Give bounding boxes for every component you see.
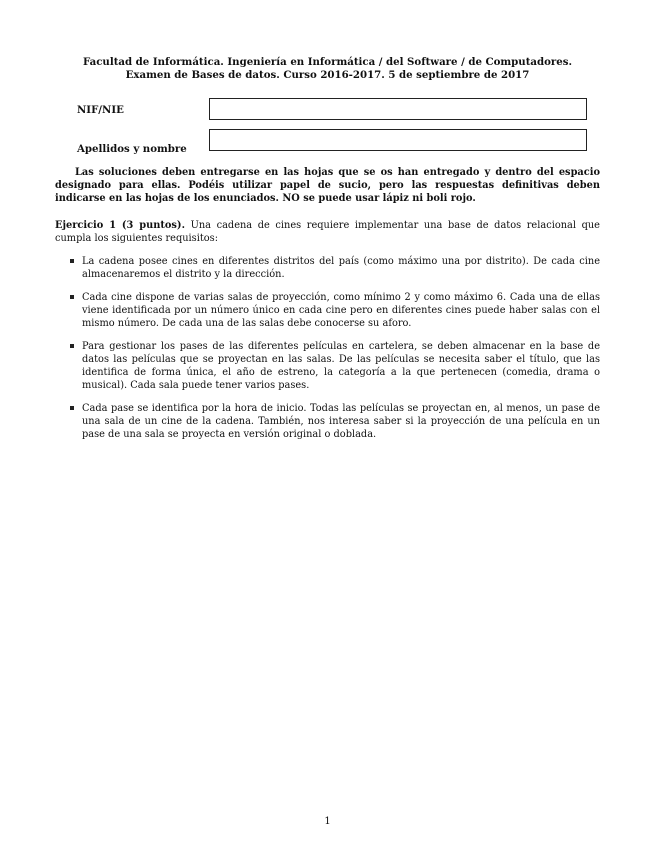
requirement-text: La cadena posee cines en diferentes distritos del país (como máximo una por distrito). De cada cine almacenaremos el distrito y la dirección. [82,256,600,280]
header-faculty-line: Facultad de Informática. Ingeniería en Informática / del Software / de Computadores. [82,56,573,68]
exercise-statement [55,219,600,245]
header-exam-line: Examen de Bases de datos. Curso 2016-2017. 5 de septiembre de 2017 [125,69,530,81]
list-item [70,340,600,392]
name-field[interactable] [209,129,587,151]
list-item [70,255,600,281]
requirements-list [70,255,600,451]
bullet-icon [70,295,74,299]
list-item [70,291,600,330]
requirement-text: Cada cine dispone de varias salas de proyección, como mínimo 2 y como máximo 6. Cada una de ellas viene identificada por un número único en cada cine pero en diferentes cines puede haber salas con el mismo número. De cada una de las salas debe conocerse su aforo. [82,292,600,329]
nif-field[interactable] [209,98,587,120]
exercise-intro: Una cadena de cines requiere implementar una base de datos relacional que cumpla los siguientes requisitos: [55,220,600,244]
exercise-title: Ejercicio 1 (3 puntos). [55,220,185,231]
requirement-text: Para gestionar los pases de las diferentes películas en cartelera, se deben almacenar en la base de datos las películas que se proyectan en las salas. De las películas se necesita saber el título, que las identifica de forma única, el año de estreno, la categoría a la que pertenecen (comedia, drama o musical). Cada sala puede tener varios pases. [82,341,600,391]
bullet-icon [70,259,74,263]
bullet-icon [70,406,74,410]
name-label: Apellidos y nombre [77,143,187,155]
nif-label: NIF/NIE [77,104,124,116]
requirement-text: Cada pase se identifica por la hora de inicio. Todas las películas se proyectan en, al menos, un pase de una sala de un cine de la cadena. También, nos interesa saber si la proyección de una película en un pase de una sala se proyecta en versión original o doblada. [82,403,600,440]
instructions: Las soluciones deben entregarse en las hojas que se os han entregado y dentro del espacio designado para ellas. Podéis utilizar papel de sucio, pero las respuestas definitivas deben indicarse en las hojas de los enunciados. NO se puede usar lápiz ni boli rojo. [55,167,600,204]
page-number: 1 [324,816,331,827]
list-item [70,402,600,441]
exam-header [0,56,655,82]
bullet-icon [70,344,74,348]
